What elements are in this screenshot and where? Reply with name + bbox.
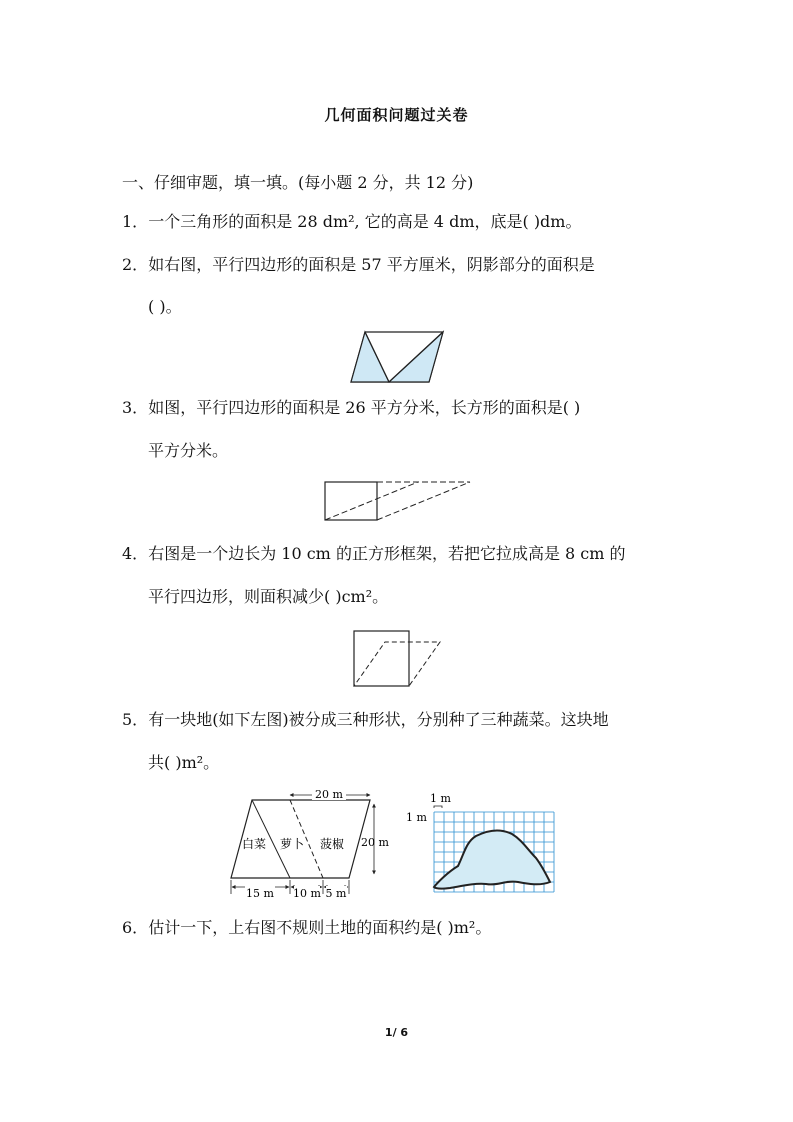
question-number: 3．	[122, 398, 149, 417]
page-title: 几何面积问题过关卷	[324, 106, 469, 124]
bottom-length-2: 10 m	[293, 887, 321, 900]
square-outline	[354, 631, 409, 686]
question-text: 有一块地(如下左图)被分成三种形状，分别种了三种蔬菜。这块地	[148, 710, 609, 729]
question-number: 1．	[122, 212, 149, 231]
question-text: 如右图，平行四边形的面积是 57 平方厘米，阴影部分的面积是	[148, 255, 595, 274]
top-length-label: 20 m	[315, 788, 343, 801]
section-heading: 一、仔细审题，填一填。(每小题 2 分，共 12 分)	[122, 173, 474, 192]
question-3-continuation: 平方分米。	[148, 441, 229, 460]
question-4	[122, 543, 626, 565]
question-text: 右图是一个边长为 10 cm 的正方形框架，若把它拉成高是 8 cm 的	[148, 544, 626, 563]
grid-unit-label-x: 1 m	[430, 792, 451, 805]
shaded-triangle-left	[351, 332, 389, 382]
bottom-length-3: 5 m	[325, 887, 347, 900]
height-label: 20 m	[361, 836, 389, 849]
question-text: 一个三角形的面积是 28 dm², 它的高是 4 dm，底是( )dm。	[148, 212, 582, 231]
parallelogram-figure-2	[348, 326, 448, 388]
question-5	[122, 709, 609, 731]
crop-label-pepper: 菠椒	[320, 837, 345, 851]
question-6	[122, 917, 491, 939]
question-number: 2．	[122, 255, 149, 274]
question-2	[122, 254, 595, 276]
question-1	[122, 211, 581, 233]
question-text: 如图，平行四边形的面积是 26 平方分米，长方形的面积是( )	[148, 398, 581, 417]
crop-label-cabbage: 白菜	[242, 837, 267, 851]
irregular-land-grid-figure	[400, 790, 564, 898]
question-5-answer: 共( )m²。	[148, 753, 220, 772]
irregular-land-shape	[434, 830, 550, 888]
bottom-length-1: 15 m	[246, 887, 274, 900]
question-4-answer: 平行四边形，则面积减少( )cm²。	[148, 587, 389, 606]
crop-label-radish: 萝卜	[280, 837, 305, 851]
rectangle-parallelogram-figure-3	[322, 478, 474, 524]
vegetable-plot-figure	[228, 786, 398, 902]
square-frame-figure-4	[350, 628, 444, 690]
question-number: 6．	[122, 918, 149, 937]
page-number: 1/ 6	[384, 1026, 409, 1039]
question-2-answer: ( )。	[148, 297, 182, 316]
question-number: 4．	[122, 544, 149, 563]
question-text: 估计一下，上右图不规则土地的面积约是( )m²。	[148, 918, 492, 937]
question-number: 5．	[122, 710, 149, 729]
grid-unit-label-y: 1 m	[406, 811, 427, 824]
rectangle-outline	[325, 482, 377, 520]
parallelogram-dashed	[354, 642, 440, 686]
question-3	[122, 397, 580, 419]
